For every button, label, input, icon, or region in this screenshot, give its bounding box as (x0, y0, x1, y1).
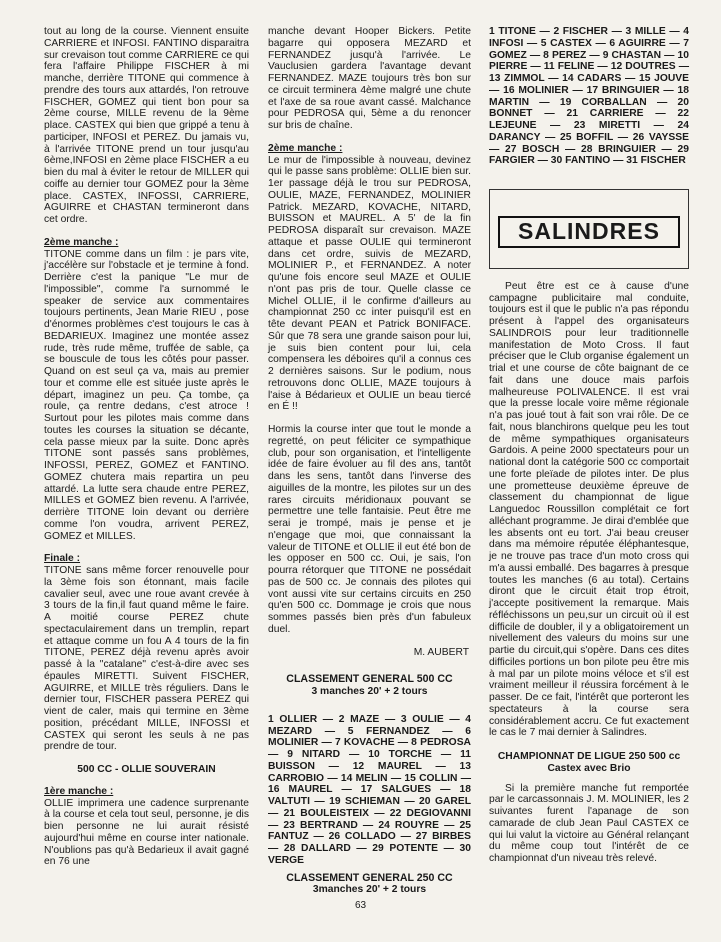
classement-500-title: CLASSEMENT GENERAL 500 CC (286, 673, 453, 686)
page-number: 63 (354, 900, 367, 911)
classement-250-title: CLASSEMENT GENERAL 250 CC (286, 871, 453, 884)
section-heading: Finale : (44, 553, 81, 565)
classement-500-results: 1 OLLIER — 2 MAZE — 3 OULIE — 4 MEZARD — 5 FERNANDEZ — 6 MOLINIER — 7 KOVACHE — 8 PEDROSA — 9 NITARD — 10 TORCHE — 11 BUISSON — 12 MAUREL — 13 CARROBIO — 14 MELIN — 15 COLLIN — 16 MAUREL — 17 SALGUES — 18 VALTUTI — 19 SCHIEMAN — 20 GAREL — 21 BOULEISTEIX — 22 DEGIOVANNI — 23 BERTRAND — 24 ROUYRE — 25 FANTUZ — 26 COLLADO — 27 BIRBES — 28 DALLARD — 29 POTENTE — 30 VERGE (268, 713, 471, 866)
column-right (489, 26, 689, 876)
paragraph: TITONE comme dans un film : je pars vite, j'accélère sur l'obstacle et je termine à fond. Derrière c'est la panique "Le mur de l'impossible", comme l'a surnommé le speaker de service aux commentaires toujours pertinents, Jean Marie RIEU , pose d'énormes problèmes c'est toujours le cas à BEDARIEUX. Imaginez une montée assez rude, très rude même, truffée de sable, ça se bouscule de tous les côtés pour passer. Quand on est seul ça va, mais au premier tour et comme elle est située juste après le départ, imaginez un peu. Ça tombe, ça roule, ça rentre dedans, c'est atroce ! Surtout pour les pilotes mais comme dans toutes les courses la situation se décante, cela passe mieux par la suite. Donc après TITONE sont passés sans problèmes, INFOSSI, PEREZ, GOMEZ et FANTINO. GOMEZ chutera mais repartira un peu attardé. La lutte sera chaude entre PEREZ, MILLES et GOMEZ bien revenu. A l'arrivée, derrière TITONE loin devant ou derrière comme l'on voudra, arrivent PEREZ, GOMEZ et MILLES. (44, 248, 249, 542)
paragraph: Hormis la course inter que tout le monde a regretté, on peut féliciter ce sympathique club, pour son organisation, et l'intelligente idée de faire évoluer au fil des ans, tantôt dans les sens, tantôt dans l'inverse des aiguilles de la montre, les pilotes sur un des rares circuits méridionaux pouvant se permettre une telle fantaisie. Peut être me serai je trompé, mais je pense et je n'engage que moi, que connaissant la valeur de TITONE et OLLIE il eut été bon de les opposer en 500 cc. Oui, je sais, l'on pourra rétorquer que TITONE ne possédait pas de 500 cc. Je connais des pilotes qui vont aussi vite sur certains circuits en 250 qu'en 500 cc. Dommage je crois que nous sommes passés bien près d'un fabuleux duel. (268, 424, 471, 635)
championnat-title: CHAMPIONNAT DE LIGUE 250 500 cc (497, 751, 681, 762)
paragraph: manche devant Hooper Bickers. Petite bagarre qui opposera MEZARD et FERNANDEZ jusqu'à l'arrivée. Le Vauclusien gardera l'avantage devant FERNANDEZ. MAZE toujours très bon sur ce circuit terminera 4ème malgré une chute et l'axe de sa roue avant cassé. Malchance pour PEDROSA qui, 5ème a du renoncer sur bris de chaîne. (268, 26, 471, 131)
paragraph: TITONE sans même forcer renouvelle pour la 3ème fois son étonnant, mais facile cavalier seul, avec une roue avant crevée à 3 tours de la fin,il faut quand même le faire. A moitié course PEREZ chute spectaculairement dans un tremplin, repart et attaque comme un fou A 4 tours de la fin TITONE, PEREZ déjà revenu après avoir passé à la "catalane" c'est-à-dire avec ses épaules MIRETTI. Suivent FISCHER, AGUIRRE, et MILLE très réguliers. Dans le dernier tour, FISCHER passera PEREZ qui vient de caler, mais qui termine en 3ème position, précédant MILLE, INFOSSI et CASTEX qui seront les seuls à ne pas prendre de tour. (44, 565, 249, 753)
paragraph: tout au long de la course. Viennent ensuite CARRIERE et INFOSI. FANTINO disparaitra sur crevaison tout comme CARRIERE ce qui fera l'affaire Philippe FISCHER à mi manche, derrière TITONE qui commence à prendre des tours aux attardés, l'on retrouve FISCHER, GOMEZ qui tient bon pour sa 2ème course, MILLE revenu de la 9ème place. CASTEX qui bien que grippé a tenu à participer, INFOSI et PEREZ. Du jamais vu, à l'arrivée TITONE prend un tour jusqu'au 6ème,INFOSI en 2ème place FISCHER a eu bien du mal à éviter le retour de MILLER qui coiffe au dernier tour GOMEZ pour la 3ème place. CASTEX, INFOSSI, CARRIERE, AGUIRRE et CHASTAN termineront dans cet ordre. (44, 26, 249, 225)
section-heading: 2ème manche : (44, 236, 119, 248)
section-heading: 1ère manche : (44, 785, 114, 797)
classement-250-subtitle: 3manches 20' + 2 tours (312, 884, 427, 896)
paragraph: Le mur de l'impossible à nouveau, devinez qui le passe sans problème: OLLIE bien sur. 1er passage déjà le trou sur PEDROSA, OULIE, MAZE, FERNANDEZ, MOLINIER Patrick. MEZARD, KOVACHE, NITARD, BUISSON et MAUREL. A 5' de la fin PEDROSA disparaît sur crevaison. MAZE attaque et passe OULIE qui termineront dans cet ordre, suivis de MEZARD, MOLINIER P., et FERNANDEZ. A noter qu'une fois encore seul MAZE et OULIE n'ont pas pris de tour. Quelle classe ce Michel OLLIE, il le confirme d'ailleurs au championnat 250 cc inter puisqu'il est en tête devant PEAN et Patrick BONIFACE. Sûr que 78 sera une grande saison pour lui, je suis bien content pour lui, cela compensera les déboires qu'il a connus ces 2 dernières saisons. Sur le podium, nous retrouvons donc OLLIE, MAZE toujours à l'aise à Bédarieux et OULIE un beau tiercé en É !! (268, 154, 471, 413)
paragraph: Si la première manche fut remportée par le carcassonnais J. M. MOLINIER, les 2 suivantes furent l'apanage de son camarade de club Jean Paul CASTEX ce qui lui valut la victoire au Général relançant du même coup tout l'intérêt de ce championnat d'un niveau très relevé. (489, 782, 689, 864)
championnat-subtitle: Castex avec Brio (547, 762, 631, 774)
classement-250-results: 1 TITONE — 2 FISCHER — 3 MILLE — 4 INFOSI — 5 CASTEX — 6 AGUIRRE — 7 GOMEZ — 8 PEREZ — 9 CHASTAN — 10 PIERRE — 11 FELINE — 12 DOUTRES — 13 ZIMMOL — 14 CADARS — 15 JOUVE — 16 MOLINIER — 17 BRINGUIER — 18 MARTIN — 19 CORBALLAN — 20 BONNET — 21 CARRIERE — 22 LEJEUNE — 23 MIRETTI — 24 DARANCY — 25 BOFFIL — 26 VAYSSE — 27 BOSCH — 28 BRINGUIER — 29 FARGIER — 30 FANTINO — 31 FISCHER (489, 26, 689, 167)
paragraph: OLLIE imprimera une cadence surprenante à la course et cela tout seul, personne, je dis bien personne ne lui aurait résisté aujourd'hui même en course inter nationale. N'oublions pas qu'à Bedarieux il avait gagné en 76 une (44, 797, 249, 868)
classement-500-subtitle: 3 manches 20' + 2 tours (311, 686, 428, 697)
salindres-title-box (489, 189, 689, 269)
section-heading: 2ème manche : (268, 142, 343, 154)
column-middle (268, 26, 471, 912)
paragraph: Peut être est ce à cause d'une campagne publicitaire mal conduite, toujours est il que le public n'a pas répondu présent à l'appel des organisateurs SALINDROIS pour leur traditionnelle manifestation de Moto Cross. Il faut préciser que le Club organise également un trial et une course de côte baignant de ce fait dans une douce mais parfois malheureuse POLIVALENCE. Il est vrai que la presse locale voire même régionale n'a pas joué tout à fait son vrai rôle. De ce fait, nous blanchirons quelque peu les tout de même sympathiques organisateurs Gardois. A peine 2000 spectateurs pour un national dont la catégorie 500 cc comportait une forte pleïade de pilotes inter. De plus une prometteuse deuxième épreuve de classement du championnat de ligue Languedoc Roussillon complétait ce fort alléchant programme. Je dirai d'emblée que les absents ont eu tort. J'ai beau creuser dans ma mémoire réputée éléphantesque, je ne trouve pas trace d'un moto cross qui m'a aussi emballé. Des bagarres à presque toutes les manches (6 au total). Certains diront que le circuit était trop étroit, j'accepte positivement la remarque. Mais réfléchissons un peu,sur un circuit où il est difficile de doubler, il y a obligatoirement un nivellement des valeurs du moins sur une partie du circuit,qui s'opère. Dans ces dites difficiles portions un bon pilote peu être mis à mal par un pilote moins véloce et s'il est vraiment meilleur il réussira forcément à le passer. De ce fait, l'intérêt que porteront les spectateurs à la course sera considérablement accru. Ce fut exactement le cas le 7 mai dernier à Salindres. (489, 280, 690, 739)
article-subtitle: 500 CC - OLLIE SOUVERAIN (77, 764, 216, 775)
salindres-title: SALINDRES (498, 216, 680, 248)
author-signature: M. AUBERT (413, 646, 469, 658)
column-left (44, 26, 249, 879)
